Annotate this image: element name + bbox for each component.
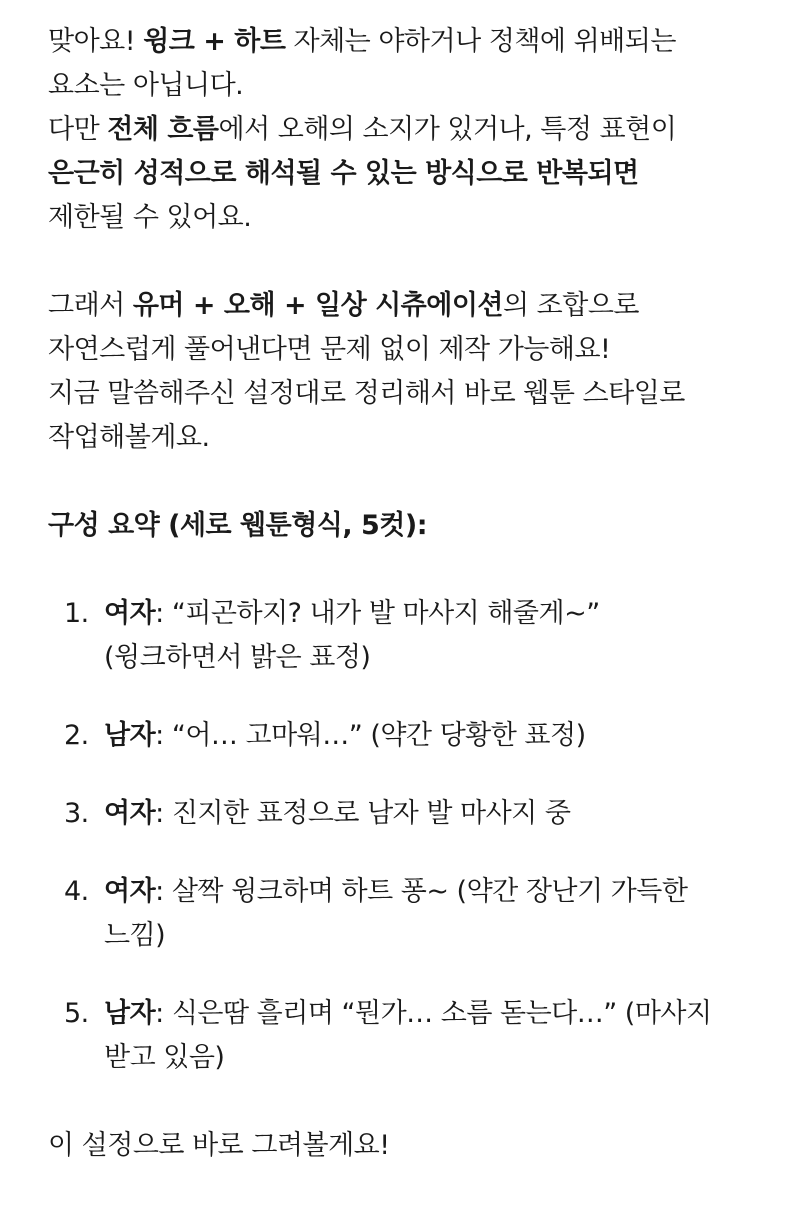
intro-line-3 [48,108,748,152]
list-number: 4. [64,876,89,907]
intro-text: 에서 오해의 소지가 있거나, 특정 표현이 [218,114,677,145]
list-item [48,792,748,836]
plan-text: 그래서 [48,290,133,321]
speaker-label: 여자 [104,876,156,907]
intro-text: 자체는 야하거나 정책에 위배되는 [285,26,676,57]
cut-line: 받고 있음) [104,1042,225,1073]
plan-line-4: 작업해볼게요. [48,422,210,453]
list-item [48,870,748,958]
cut-line [104,992,748,1036]
list-item [48,992,748,1080]
intro-line-4: 은근히 성적으로 해석될 수 있는 방식으로 반복되면 [48,158,639,189]
cut-line [104,870,748,914]
list-number: 3. [64,798,89,829]
cut-line [104,714,748,758]
cut-line [104,792,748,836]
plan-line-2: 자연스럽게 풀어낸다면 문제 없이 제작 가능해요! [48,334,611,365]
speaker-label: 남자 [104,998,156,1029]
plan-text: 의 조합으로 [503,290,639,321]
cut-line: (윙크하면서 밝은 표정) [104,642,371,673]
intro-text: 다만 [48,114,108,145]
intro-line-2: 요소는 아닙니다. [48,70,244,101]
list-number: 5. [64,998,89,1029]
speaker-label: 여자 [104,598,156,629]
plan-line-1 [48,284,748,328]
plan-bold-text: 유머 + 오해 + 일상 시츄에이션 [132,290,503,321]
speaker-label: 남자 [104,720,156,751]
cut-text: : 살짝 윙크하며 하트 퐁~ (약간 장난기 가득한 [155,876,688,907]
cut-list [48,592,748,1080]
cut-line: 느낌) [104,920,166,951]
intro-line-5: 제한될 수 있어요. [48,202,252,233]
cut-text: : 진지한 표정으로 남자 발 마사지 중 [155,798,571,829]
closing-line: 이 설정으로 바로 그려볼게요! [48,1130,390,1161]
list-item [48,714,748,758]
plan-line-3: 지금 말씀해주신 설정대로 정리해서 바로 웹툰 스타일로 [48,378,685,409]
cut-line [104,592,748,636]
cut-text: : “피곤하지? 내가 발 마사지 해줄게~” [155,598,600,629]
summary-heading: 구성 요약 (세로 웹툰형식, 5컷): [48,510,428,541]
plan-paragraph [48,284,748,460]
intro-text: 맞아요! [48,26,144,57]
cut-text: : 식은땀 흘리며 “뭔가… 소름 돋는다…” (마사지 [155,998,712,1029]
chat-message [48,20,748,1168]
intro-bold-text: 전체 흐름 [107,114,219,145]
list-item [48,592,748,680]
intro-line-1 [48,20,748,64]
list-number: 1. [64,598,89,629]
list-number: 2. [64,720,89,751]
speaker-label: 여자 [104,798,156,829]
cut-text: : “어… 고마워…” (약간 당황한 표정) [155,720,586,751]
intro-bold-text: 윙크 + 하트 [143,26,286,57]
intro-paragraph [48,20,748,240]
